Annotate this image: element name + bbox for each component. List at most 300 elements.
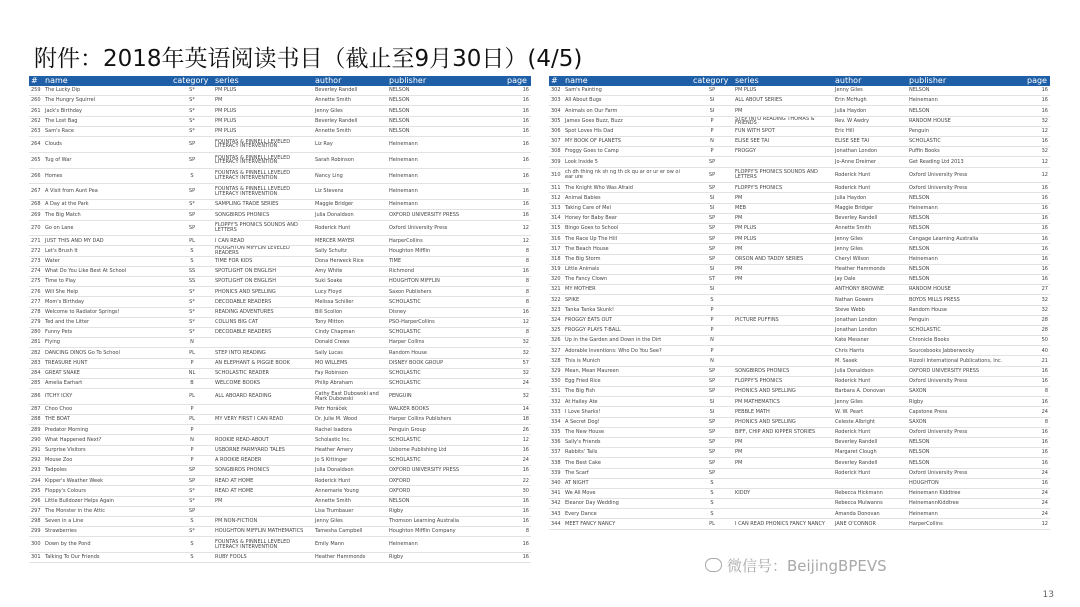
cell-author: Roderick Hunt [313,220,387,236]
cell-pages: 16 [505,516,531,526]
cell-series: PM PLUS [733,234,833,244]
cell-category: SP [691,244,733,254]
cell-series: STEP INTO READING [213,348,313,358]
cell-num: 285 [29,378,43,388]
cell-num: 262 [29,116,43,126]
cell-category: S [171,246,213,256]
cell-series [733,305,833,315]
cell-name: Spot Loves His Dad [563,126,691,136]
cell-category: P [691,346,733,356]
cell-publisher: Heinemann [907,509,1025,519]
cell-author: Petr Horáček [313,404,387,414]
cell-name: Time to Play [43,277,171,287]
cell-publisher: SCHOLASTIC [907,136,1025,146]
cell-series: FOUNTAS & PINNELL LEVELED LITERACY INTERVENTION [213,168,313,184]
cell-name: FROGGY EATS OUT [563,315,691,325]
cell-publisher: SCHOLASTIC [387,378,505,388]
cell-category: N [691,136,733,146]
table-row [549,285,1050,295]
cell-category: S* [171,200,213,210]
cell-publisher: NELSON [907,224,1025,234]
cell-author: Roderick Hunt [833,427,907,437]
cell-series: PM PLUS [733,224,833,234]
cell-name: Funny Pets [43,327,171,337]
cell-num: 290 [29,435,43,445]
col-header-series: series [733,76,833,86]
cell-author: Jenny Giles [833,397,907,407]
cell-pages: 12 [505,435,531,445]
cell-series [733,509,833,519]
cell-publisher: WALKER BOOKS [387,404,505,414]
cell-name: Sam's Painting [563,86,691,96]
cell-publisher: Heinemann Kiddtree [907,488,1025,498]
cell-author: ELISE SEE TAI [833,136,907,146]
cell-publisher: Capstone Press [907,407,1025,417]
cell-name: The Monster in the Attic [43,506,171,516]
cell-category: P [691,325,733,335]
cell-publisher: Houghton Mifflin [387,246,505,256]
cell-pages: 16 [1025,478,1050,488]
cell-series: SPOTLIGHT ON ENGLISH [213,266,313,276]
cell-series: FOUNTAS & PINNELL LEVELED LITERACY INTERVENTION [213,136,313,152]
cell-pages: 8 [505,277,531,287]
cell-author: Donald Crews [313,338,387,348]
cell-series: PM PLUS [213,106,313,116]
cell-series: PHONICS AND SPELLING [213,287,313,297]
cell-author: Suki Soake [313,277,387,287]
cell-name: THE BOAT [43,415,171,425]
col-header-name: name [43,76,171,86]
cell-name: Animal Babies [563,193,691,203]
cell-publisher: NELSON [907,86,1025,96]
cell-name: Every Dance [563,509,691,519]
table-row [29,246,531,256]
cell-category: S* [171,496,213,506]
cell-num: 298 [29,516,43,526]
cell-pages: 28 [1025,315,1050,325]
cell-num: 307 [549,136,563,146]
cell-name: Clouds [43,136,171,152]
cell-name: MY BOOK OF PLANETS [563,136,691,146]
cell-author: Roderick Hunt [833,468,907,478]
table-row [549,499,1050,509]
cell-series [733,285,833,295]
cell-category: S* [171,106,213,116]
cell-num: 280 [29,327,43,337]
cell-author: Chris Harris [833,346,907,356]
cell-name: The New House [563,427,691,437]
col-header-series: series [213,76,313,86]
cell-pages: 16 [1025,136,1050,146]
cell-author: JANE O'CONNOR [833,519,907,529]
cell-series: FLOPPY'S PHONICS SOUNDS AND LETTERS [213,220,313,236]
table-row [549,274,1050,284]
cell-pages: 8 [505,297,531,307]
cell-name: Little Bulldozer Helps Again [43,496,171,506]
cell-name: The Hungry Squirrel [43,96,171,106]
cell-publisher: Rigby [387,506,505,516]
cell-pages: 32 [505,368,531,378]
cell-category: N [691,336,733,346]
cell-num: 295 [29,486,43,496]
cell-pages: 16 [1025,437,1050,447]
cell-pages: 16 [505,200,531,210]
cell-name: Choo Choo [43,404,171,414]
table-row [29,327,531,337]
cell-pages: 16 [505,307,531,317]
cell-series: PM [213,496,313,506]
cell-publisher: SCHOLASTIC [387,455,505,465]
cell-publisher: RANDOM HOUSE [907,116,1025,126]
wechat-icon [705,558,722,572]
cell-pages: 8 [505,256,531,266]
table-row [29,476,531,486]
table-row [29,368,531,378]
cell-name: The Knight Who Was Afraid [563,183,691,193]
table-row [29,200,531,210]
table-row [29,86,531,96]
cell-name: ch dh thing nk sh ng th ck qu ar or ur er ow oi ear ure [563,167,691,183]
cell-num: 306 [549,126,563,136]
cell-pages: 24 [1025,407,1050,417]
cell-publisher: HarperCollins [387,236,505,246]
cell-num: 264 [29,136,43,152]
col-header-category: category [691,76,733,86]
table-row [549,468,1050,478]
cell-category: SP [691,157,733,167]
cell-series: PM PLUS [213,86,313,96]
cell-num: 339 [549,468,563,478]
cell-name: Adorable Inventions: Who Do You See? [563,346,691,356]
cell-category: S* [171,287,213,297]
cell-name: Tanka Tanka Skunk! [563,305,691,315]
cell-pages: 16 [1025,376,1050,386]
table-row [549,325,1050,335]
cell-author: Jo-Anne Dreimer [833,157,907,167]
cell-pages: 16 [1025,254,1050,264]
table-row [549,346,1050,356]
cell-category: ST [691,274,733,284]
cell-category: SP [691,468,733,478]
cell-num: 343 [549,509,563,519]
cell-num: 315 [549,224,563,234]
cell-category: SP [691,234,733,244]
cell-category: SP [691,86,733,96]
cell-name: Bingo Goes to School [563,224,691,234]
wechat-watermark [705,555,887,576]
cell-author: Melissa Schiller [313,297,387,307]
cell-name: The Scarf [563,468,691,478]
cell-pages: 24 [1025,509,1050,519]
cell-series: FOUNTAS & PINNELL LEVELED LITERACY INTERVENTION [213,184,313,200]
cell-name: GREAT SNAKE [43,368,171,378]
cell-category: SP [171,136,213,152]
cell-pages: 18 [505,415,531,425]
table-row [29,307,531,317]
cell-pages: 8 [505,246,531,256]
cell-name: Talking To Our Friends [43,553,171,563]
cell-num: 342 [549,499,563,509]
cell-series: READING ADVENTURES [213,307,313,317]
cell-name: At Hailey Ate [563,397,691,407]
cell-author: Rev. W Awdry [833,116,907,126]
table-row [549,264,1050,274]
cell-series: PM [733,264,833,274]
cell-publisher: OXFORD [387,486,505,496]
table-row [29,96,531,106]
cell-pages: 16 [1025,203,1050,213]
cell-name: Mean, Mean Maureen [563,366,691,376]
cell-num: 279 [29,317,43,327]
cell-series [733,499,833,509]
cell-num: 260 [29,96,43,106]
cell-author: Bill Scollon [313,307,387,317]
cell-series: PM PLUS [733,86,833,96]
cell-series: HOUGHTON MIFFLIN MATHEMATICS [213,527,313,537]
cell-category: SP [691,427,733,437]
cell-category: SP [171,220,213,236]
cell-category: SP [691,224,733,234]
table-row [29,445,531,455]
cell-author: Tony Mitton [313,317,387,327]
table-row [29,116,531,126]
cell-num: 341 [549,488,563,498]
cell-category: N [691,356,733,366]
table-row [549,126,1050,136]
cell-author: Julia Donaldson [313,466,387,476]
cell-author: Rachel Isadora [313,425,387,435]
cell-author: Annemarie Young [313,486,387,496]
cell-num: 326 [549,336,563,346]
cell-author: Amy White [313,266,387,276]
cell-pages: 16 [505,136,531,152]
cell-pages: 50 [1025,336,1050,346]
cell-pages: 16 [1025,106,1050,116]
cell-series: SCHOLASTIC READER [213,368,313,378]
cell-series: MY VERY FIRST I CAN READ [213,415,313,425]
cell-name: Honey for Baby Bear [563,213,691,223]
cell-num: 291 [29,445,43,455]
cell-num: 297 [29,506,43,516]
cell-publisher: Harper Collins [387,338,505,348]
cell-author: Cindy Chapman [313,327,387,337]
cell-author: Heather Hammonds [313,553,387,563]
cell-category: P [171,404,213,414]
cell-category: PL [691,519,733,529]
cell-category: SP [691,183,733,193]
cell-name: Animals on Our Farm [563,106,691,116]
cell-num: 277 [29,297,43,307]
cell-name: Mouse Zoo [43,455,171,465]
cell-publisher: NELSON [387,96,505,106]
cell-name: Predator Morning [43,425,171,435]
cell-series: FOUNTAS & PINNELL LEVELED LITERACY INTERVENTION [213,152,313,168]
cell-name: What Do You Like Best At School [43,266,171,276]
cell-publisher: RANDOM HOUSE [907,285,1025,295]
cell-name: ITCHY ICKY [43,389,171,405]
cell-series: FROGGY [733,147,833,157]
cell-num: 289 [29,425,43,435]
cell-category: SI [691,264,733,274]
cell-author: Barbara A. Donovan [833,387,907,397]
cell-category: SI [691,397,733,407]
cell-category: SP [691,458,733,468]
table-row [549,376,1050,386]
cell-series [733,346,833,356]
cell-num: 332 [549,397,563,407]
cell-name: Seven in a Line [43,516,171,526]
cell-pages: 16 [505,126,531,136]
cell-pages: 30 [505,486,531,496]
cell-num: 313 [549,203,563,213]
col-header-author: author [833,76,907,86]
cell-publisher: Heinemann [387,168,505,184]
cell-author: Liz Stevens [313,184,387,200]
cell-pages: 8 [1025,417,1050,427]
cell-num: 269 [29,210,43,220]
cell-publisher: PSO-HarperCollins [387,317,505,327]
cell-pages: 12 [1025,126,1050,136]
cell-author: Jenny Giles [833,234,907,244]
cell-publisher: NELSON [387,496,505,506]
cell-publisher: Oxford University Press [907,468,1025,478]
cell-num: 272 [29,246,43,256]
cell-name: Froggy Goes to Camp [563,147,691,157]
cell-series [213,506,313,516]
cell-publisher: OXFORD [387,476,505,486]
cell-num: 334 [549,417,563,427]
page-number: 13 [1042,590,1054,600]
cell-category: S [691,295,733,305]
cell-series: SONGBIRDS PHONICS [213,210,313,220]
cell-series: FOUNTAS & PINNELL LEVELED LITERACY INTERVENTION [213,537,313,553]
table-row [29,486,531,496]
table-row [29,287,531,297]
cell-category: S* [171,486,213,496]
table-row [549,167,1050,183]
cell-publisher: NELSON [907,213,1025,223]
cell-series: PM PLUS [213,116,313,126]
cell-pages: 24 [505,378,531,388]
table-row [29,537,531,553]
table-row [549,116,1050,126]
cell-author: Cheryl Wilson [833,254,907,264]
cell-pages: 12 [505,236,531,246]
cell-name: Down by the Pond [43,537,171,553]
cell-pages: 8 [505,327,531,337]
cell-category: S [171,537,213,553]
table-row [29,184,531,200]
cell-category: SI [691,285,733,295]
table-row [29,338,531,348]
cell-author: MERCER MAYER [313,236,387,246]
cell-series: I CAN READ [213,236,313,246]
cell-series: PM [733,244,833,254]
cell-series: A ROOKIE READER [213,455,313,465]
cell-pages: 16 [505,184,531,200]
table-row [549,478,1050,488]
cell-author: Rebecca Mulwanns [833,499,907,509]
cell-num: 338 [549,458,563,468]
cell-category: SP [171,210,213,220]
cell-category: N [171,338,213,348]
table-row [549,254,1050,264]
table-row [29,527,531,537]
cell-num: 276 [29,287,43,297]
table-row [549,509,1050,519]
cell-author: MO WILLEMS [313,358,387,368]
cell-num: 288 [29,415,43,425]
cell-num: 268 [29,200,43,210]
cell-series: I CAN READ PHONICS FANCY NANCY [733,519,833,529]
cell-publisher: Oxford University Press [907,376,1025,386]
cell-series: PM PLUS [213,126,313,136]
cell-name: James Goes Buzz, Buzz [563,116,691,126]
cell-series: PHONICS AND SPELLING [733,417,833,427]
cell-series: PM [213,96,313,106]
cell-category: S [691,509,733,519]
cell-num: 259 [29,86,43,96]
table-row [549,295,1050,305]
cell-name: Let's Brush It [43,246,171,256]
cell-series: DECODABLE READERS [213,327,313,337]
cell-category: SP [691,376,733,386]
table-row [29,266,531,276]
cell-author: Cathy East Dubowski and Mark Dubowski [313,389,387,405]
cell-pages: 12 [505,220,531,236]
cell-pages: 16 [505,96,531,106]
cell-author [833,478,907,488]
cell-num: 286 [29,389,43,405]
cell-num: 301 [29,553,43,563]
cell-num: 327 [549,346,563,356]
table-row [29,152,531,168]
cell-author: Nathan Gowers [833,295,907,305]
cell-num: 317 [549,244,563,254]
cell-author: W. W. Peart [833,407,907,417]
cell-author: Heather Hammonds [833,264,907,274]
cell-publisher: Oxford University Press [907,427,1025,437]
cell-num: 324 [549,315,563,325]
cell-pages: 16 [1025,213,1050,223]
cell-series: PHONICS AND SPELLING [733,387,833,397]
cell-publisher: Heinemann [387,184,505,200]
cell-pages: 32 [1025,295,1050,305]
cell-name: MY MOTHER [563,285,691,295]
cell-name: The Beach House [563,244,691,254]
cell-name: SPIKE [563,295,691,305]
cell-author: Jay Dale [833,274,907,284]
col-header-category: category [171,76,213,86]
cell-series: FLOPPY'S PHONICS SOUNDS AND LETTERS [733,167,833,183]
cell-author: Jenny Giles [833,244,907,254]
cell-category: S* [171,126,213,136]
cell-author: Dona Herweck Rice [313,256,387,266]
cell-num: 293 [29,466,43,476]
cell-num: 336 [549,437,563,447]
cell-publisher: Saxon Publishers [387,287,505,297]
table-row [549,427,1050,437]
cell-publisher: NELSON [907,244,1025,254]
cell-pages: 16 [505,537,531,553]
cell-pages: 40 [1025,346,1050,356]
table-row [549,203,1050,213]
cell-publisher: Oxford University Press [907,183,1025,193]
cell-series: COLLINS BIG CAT [213,317,313,327]
cell-name: A Visit from Aunt Pea [43,184,171,200]
cell-pages: 24 [1025,499,1050,509]
cell-series [733,356,833,366]
